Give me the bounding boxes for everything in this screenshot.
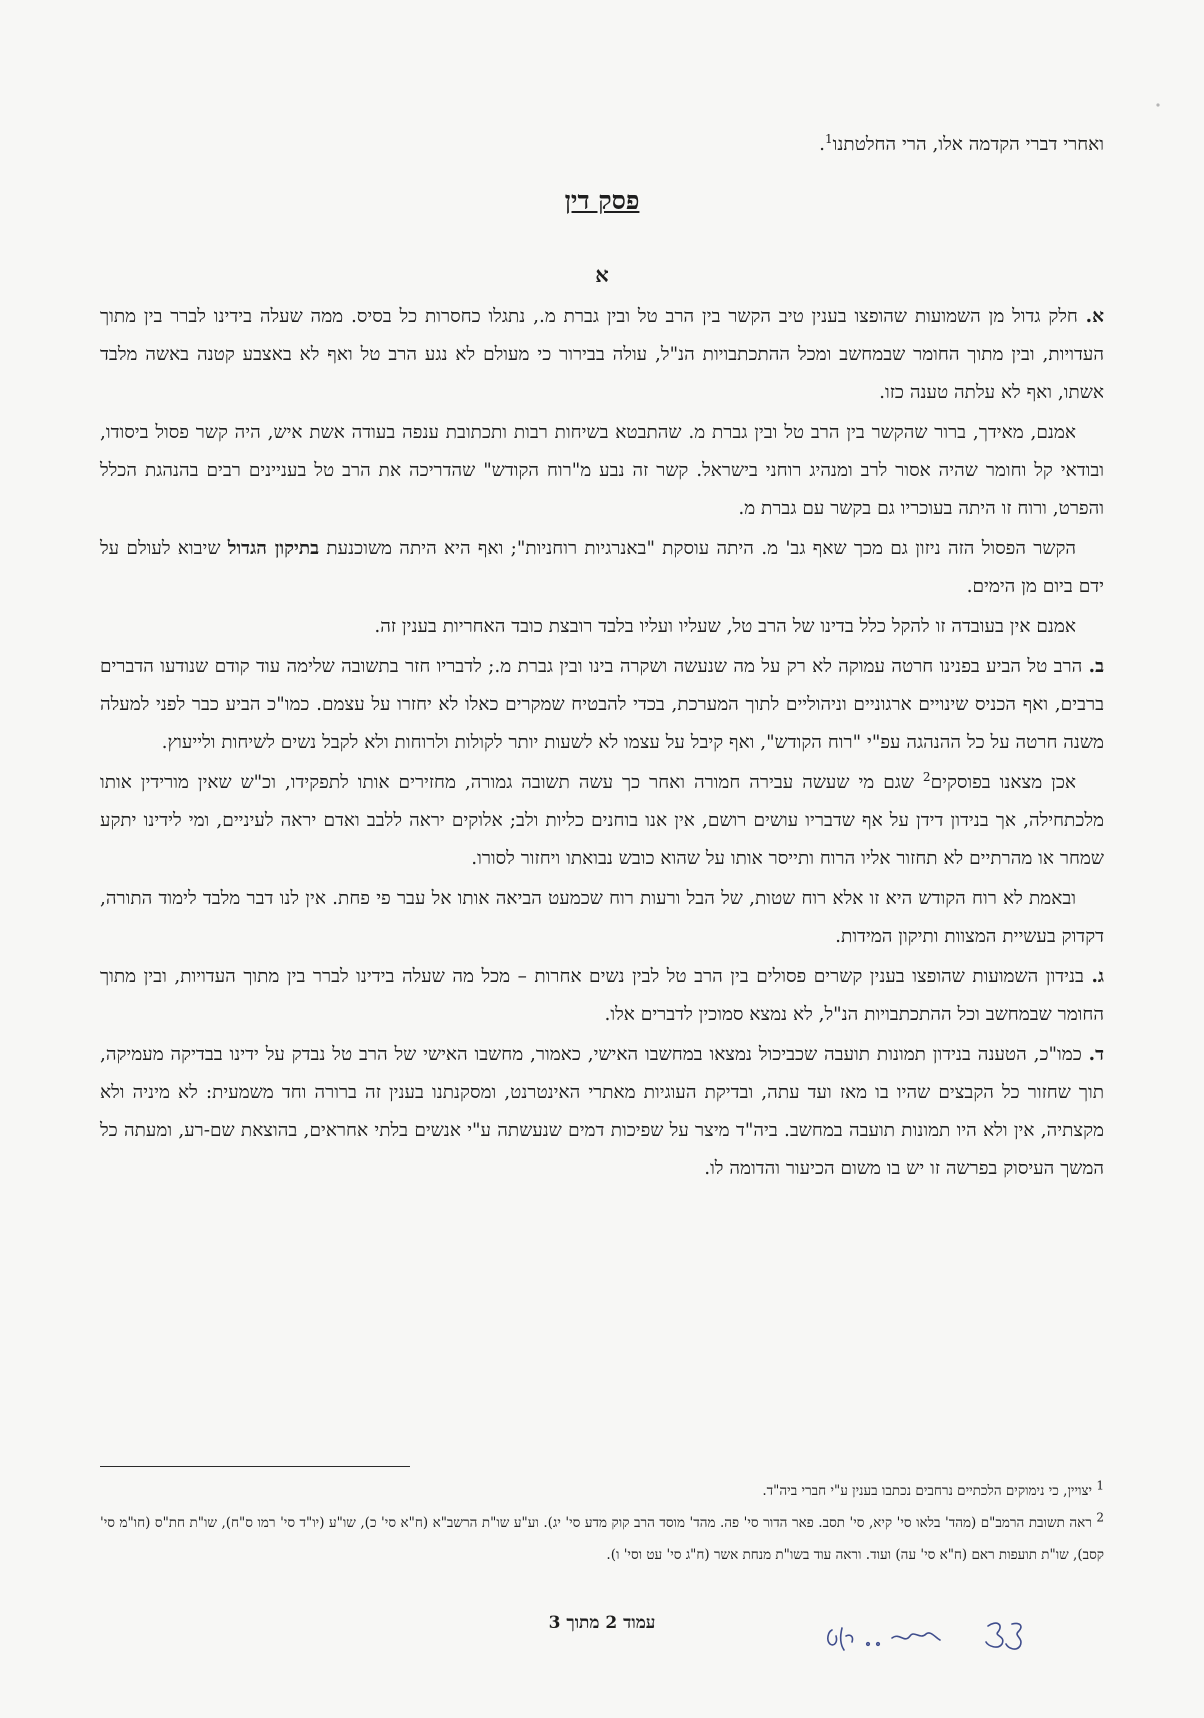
paragraph-a-label: א.: [1085, 306, 1104, 327]
paragraph-b-3: [100, 880, 1104, 956]
footnote-1-text: יצויין, כי נימוקים הלכתיים נרחבים נכתבו בענין ע"י חברי ביה"ד.: [762, 1483, 1097, 1499]
paragraph-a-3-bold: בתיקון הגדול: [227, 538, 320, 559]
page-title: פסק דין: [564, 186, 640, 215]
paragraph-b-2-tail: שגם מי שעשה עבירה חמורה ואחר כך עשה תשובה גמורה, מחזירים אותו לתפקידו, וכ"ש שאין מורידין אותו מלכתחילה, אך בנידון דידן על אף שדבריו עושים רושם, אין אנו בוחנים כליות ולב; אלוקים יראה ללבב ואדם יראה לעיניים, ומי לידינו יתקע שמחר או מהרתיים לא תחזור אליו הרוח ותייסר אותו על שהוא כובש נבואתו ויחזור לסורו.: [100, 772, 1104, 869]
intro-text: ואחרי דברי הקדמה אלו, הרי החלטתנו: [832, 134, 1104, 155]
paragraph-a-3-tail: שיבוא לעולם על ידם ביום מן הימים.: [100, 538, 1104, 597]
ruling-body: [100, 298, 1104, 1190]
footnote-2-number: 2: [1096, 1510, 1104, 1525]
footnote-separator: [100, 1466, 410, 1467]
paragraph-a-text: חלק גדול מן השמועות שהופצו בענין טיב הקשר בין הרב טל ובין גברת מ., נתגלו כחסרות כל בסיס. ממה שעלה בידינו לברר בין מתוך העדויות, ובין מתוך החומר שבמחשב ומכל ההתכתבויות הנ"ל, עולה בבירור כי מעולם לא נגע הרב טל ואף לא באצבע קטנה באשה מלבד אשתו, ואף לא עלתה טענה כזו.: [100, 306, 1104, 403]
footnote-2-text: ראה תשובת הרמב"ם (מהד' בלאו סי' קיא, סי' תסב. פאר הדור סי' פה. מהד' מוסד הרב קוק מדע סי' יג). וע"ע שו"ת הרשב"א (ח"א סי' כ), שו"ע (יו"ד סי' רמו ס"ח), שו"ת חת"ס (חו"מ סי' קסב), שו"ת תועפות ראם (ח"א סי' עה) ועוד. וראה עוד בשו"ת מנחת אשר (ח"ג סי' עט וסי' ו).: [100, 1515, 1104, 1563]
paragraph-a-4: [100, 608, 1104, 646]
footnote-ref-1[interactable]: 1: [825, 131, 833, 146]
paragraph-a: [100, 298, 1104, 412]
paragraph-g: [100, 958, 1104, 1034]
intro-end: .: [819, 134, 826, 155]
footnote-2: [100, 1507, 1104, 1571]
paragraph-g-text: בנידון השמועות שהופצו בענין קשרים פסולים בין הרב טל לבין נשים אחרות – מכל מה שעלה בידינו לברר בין מתוך העדויות, ובין מתוך החומר שבמחשב וכל ההתכתבויות הנ"ל, לא נמצא סמוכין לדברים אלו.: [100, 966, 1104, 1025]
footnote-1: [100, 1475, 1104, 1507]
paragraph-d: [100, 1036, 1104, 1188]
paragraph-b-3-text: ובאמת לא רוח הקודש היא זו אלא רוח שטות, של הבל ורעות רוח שכמעט הביאה אותו אל עבר פי פחת. אין לנו דבר מלבד לימוד התורה, דקדוק בעשיית המצוות ותיקון המידות.: [100, 888, 1104, 947]
paragraph-b: [100, 648, 1104, 762]
paragraph-b-text: הרב טל הביע בפנינו חרטה עמוקה לא רק על מה שנעשה ושקרה בינו ובין גברת מ.; לדבריו חזר בתשובה שלימה עוד קודם שנודעו הדברים ברבים, ואף הכניס שינויים ארגוניים וניהוליים לתוך המערכת, בכדי להבטיח שמקרים כאלו לא יחזרו על עצמם. כמו"כ הביע כבר לפני למעלה משנה חרטה על כל ההנהגה עפ"י "רוח הקודש", ואף קיבל על עצמו לא לשעות יותר לקולות ולרוחות ולא לקבל נשים לשיחות ולייעוץ.: [100, 656, 1104, 753]
footnote-ref-2[interactable]: 2: [922, 769, 931, 784]
page-number: עמוד 2 מתוך 3: [548, 1613, 656, 1633]
paragraph-b-2: [100, 764, 1104, 878]
footnotes: [100, 1475, 1104, 1571]
paragraph-b-2-text: אכן מצאנו בפוסקים: [930, 772, 1076, 793]
paragraph-g-label: ג.: [1091, 966, 1104, 987]
paragraph-a-2: [100, 414, 1104, 528]
handwritten-signatures: [820, 1600, 1040, 1670]
intro-line: [100, 131, 1104, 156]
paragraph-a-4-text: אמנם אין בעובדה זו להקל כלל בדינו של הרב טל, שעליו ועליו בלבד רובצת כובד האחריות בענין זה.: [374, 616, 1076, 637]
footnote-1-number: 1: [1096, 1478, 1104, 1493]
paragraph-d-label: ד.: [1088, 1044, 1104, 1065]
paragraph-b-label: ב.: [1088, 656, 1104, 677]
paragraph-a-3-text: הקשר הפסול הזה ניזון גם מכך שאף גב' מ. היתה עוסקת "באנרגיות רוחניות"; ואף היא היתה משוכנעת: [319, 538, 1076, 559]
section-heading: א: [595, 262, 609, 287]
scan-speck: [1154, 94, 1162, 102]
paragraph-a-2-text: אמנם, מאידך, ברור שהקשר בין הרב טל ובין גברת מ. שהתבטא בשיחות רבות ותכתובת ענפה בעודה אשת איש, היה קשר פסול ביסודו, ובודאי קל וחומר שהיה אסור לרב ומנהיג רוחני בישראל. קשר זה נבע מ"רוח הקודש" שהדריכה את הרב טל בעניינים רבים בהנהגת הכלל והפרט, ורוח זו היתה בעוכריו גם בקשר עם גברת מ.: [100, 422, 1104, 519]
paragraph-d-text: כמו"כ, הטענה בנידון תמונות תועבה שכביכול נמצאו במחשבו האישי, כאמור, מחשבו האישי של הרב טל נבדק על ידינו בבדיקה מעמיקה, תוך שחזור כל הקבצים שהיו בו מאז ועד עתה, ובדיקת העוגיות מאתרי האינטרנט, ומסקנתנו בענין זה ברורה וחד משמעית: לא מיניה ולא מקצתיה, אין ולא היו תמונות תועבה במחשב. ביה"ד מיצר על שפיכות דמים שנעשתה ע"י אנשים בלתי אחראים, בהוצאת שם-רע, ומעתה כל המשך העיסוק בפרשה זו יש בו משום הכיעור והדומה לו.: [100, 1044, 1104, 1179]
document-page: [100, 0, 1104, 1718]
paragraph-a-3: [100, 530, 1104, 606]
